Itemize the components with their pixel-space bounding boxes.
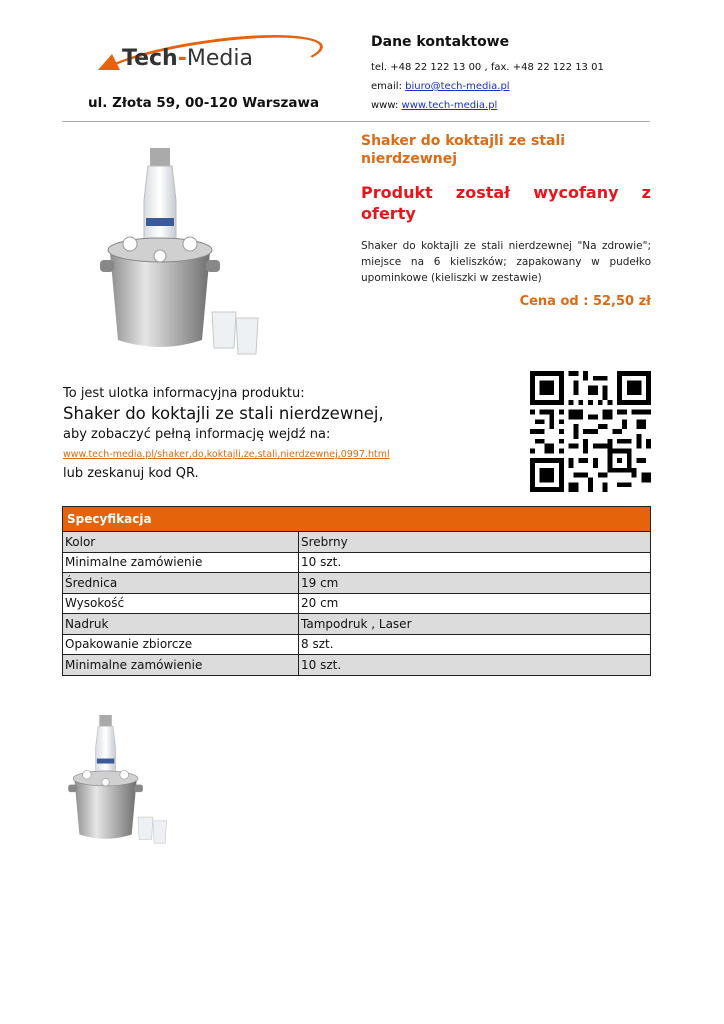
spec-label: Średnica — [63, 573, 299, 594]
header-divider — [62, 121, 650, 122]
spec-value: 20 cm — [299, 593, 651, 614]
table-row — [63, 593, 651, 614]
spec-label: Opakowanie zbiorcze — [63, 634, 299, 655]
spec-label: Minimalne zamówienie — [63, 655, 299, 676]
spec-label: Kolor — [63, 532, 299, 553]
contact-phone: tel. +48 22 122 13 00 , fax. +48 22 122 13 01 — [371, 62, 604, 73]
spec-label: Wysokość — [63, 593, 299, 614]
product-image — [90, 140, 270, 365]
contact-title: Dane kontaktowe — [371, 34, 510, 50]
info-intro: To jest ulotka informacyjna produktu: — [63, 386, 305, 401]
specification-table — [62, 506, 651, 676]
info-qr-instruction: lub zeskanuj kod QR. — [63, 466, 199, 481]
table-row — [63, 573, 651, 594]
product-price: Cena od : 52,50 zł — [519, 294, 651, 309]
spec-value: 10 szt. — [299, 655, 651, 676]
logo-arrow-icon — [98, 54, 120, 70]
spec-value: 19 cm — [299, 573, 651, 594]
qr-code — [530, 371, 651, 492]
website-link[interactable]: www.tech-media.pl — [401, 100, 498, 111]
product-thumbnail — [62, 710, 174, 850]
contact-email-line: email: biuro@tech-media.pl — [371, 81, 510, 92]
contact-block — [371, 34, 671, 115]
spec-label: Nadruk — [63, 614, 299, 635]
email-link[interactable]: biuro@tech-media.pl — [405, 81, 510, 92]
info-product-name: Shaker do koktajli ze stali nierdzewnej, — [63, 404, 384, 423]
spec-header: Specyfikacja — [63, 507, 651, 532]
table-row — [63, 614, 651, 635]
tech-media-logo — [94, 38, 334, 88]
spec-label: Minimalne zamówienie — [63, 552, 299, 573]
spec-value: Srebrny — [299, 532, 651, 553]
spec-value: Tampodruk , Laser — [299, 614, 651, 635]
product-summary — [361, 132, 651, 309]
logo-text: Tech-Media — [122, 46, 253, 71]
table-row — [63, 532, 651, 553]
table-row — [63, 655, 651, 676]
info-instruction: aby zobaczyć pełną informację wejdź na: — [63, 427, 331, 442]
contact-www-line: www: www.tech-media.pl — [371, 100, 498, 111]
product-description: Shaker do koktajli ze stali nierdzewnej "Na zdrowie"; miejsce na 6 kieliszków; zapakowany w pudełko upominkowe (kieliszki w zestawie) — [361, 240, 651, 284]
spec-value: 8 szt. — [299, 634, 651, 655]
table-row — [63, 634, 651, 655]
product-title: Shaker do koktajli ze stali nierdzewnej — [361, 133, 566, 167]
spec-value: 10 szt. — [299, 552, 651, 573]
withdrawn-notice: Produkt został wycofany z oferty — [361, 183, 651, 223]
company-address: ul. Złota 59, 00-120 Warszawa — [88, 95, 320, 111]
table-row — [63, 552, 651, 573]
leaflet-info — [63, 385, 503, 482]
product-url-link[interactable]: www.tech-media.pl/shaker,do,koktajli,ze,stali,nierdzewnej,0997.html — [63, 449, 390, 460]
